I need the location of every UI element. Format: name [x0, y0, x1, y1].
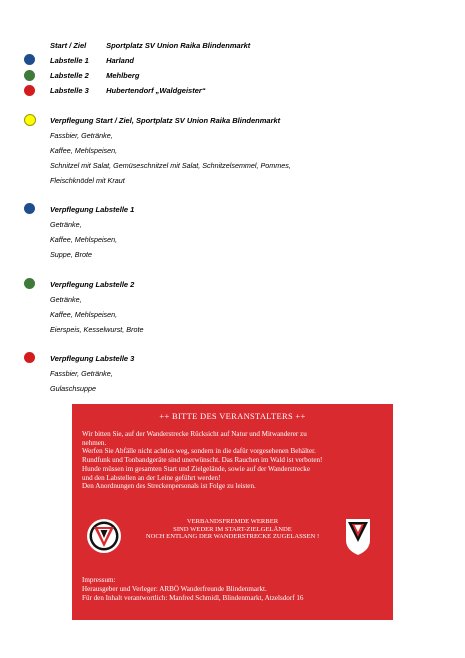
impressum-responsible: Für den Inhalt verantwortlich: Manfred Schmidl, Blindenmarkt, Atzelsdorf 16: [82, 594, 304, 603]
advertising-line: VERBANDSFREMDE WERBER: [186, 518, 279, 525]
advertising-line: NOCH ENTLANG DER WANDERSTRECKE ZUGELASSEN !: [145, 533, 320, 541]
blue-dot-icon: [24, 203, 35, 214]
red-dot-icon: [24, 85, 35, 96]
red-dot-icon: [24, 352, 35, 363]
yellow-dot-icon: [24, 114, 36, 126]
impressum-heading: Impressum:: [82, 576, 116, 584]
legend-label: Labstelle 3: [50, 86, 89, 95]
legend-place: Mehlberg: [106, 71, 140, 80]
section-line: Fassbier, Getränke,: [50, 369, 113, 378]
green-dot-icon: [24, 278, 35, 289]
notice-line: Rundfunk und Tonbandgeräte sind unerwünscht. Das Rauchen im Wald ist verboten!: [82, 456, 323, 465]
legend-place: Harland: [106, 56, 135, 65]
organizer-notice-box: [72, 404, 393, 620]
section-line: Getränke,: [50, 220, 82, 229]
legend-place: Sportplatz SV Union Raika Blindenmarkt: [106, 41, 251, 50]
notice-line: nehmen.: [82, 438, 107, 447]
legend-label: Start / Ziel: [50, 41, 87, 50]
legend-row-labstelle-3: [50, 86, 206, 95]
section-title: Verpflegung Start / Ziel, Sportplatz SV Union Raika Blindenmarkt: [50, 116, 281, 125]
legend-row-start: [50, 41, 250, 50]
notice-title: ++ BITTE DES VERANSTALTERS ++: [159, 411, 306, 421]
section-line: Getränke,: [50, 295, 82, 304]
legend-label: Labstelle 2: [50, 71, 89, 80]
legend-row-labstelle-1: [50, 56, 134, 65]
notice-line: Hunde müssen im gesamten Start und Zielgelände, sowie auf der Wanderstrecke: [82, 464, 311, 473]
notice-line: Werfen Sie Abfälle nicht achtlos weg, sondern in die dafür vorgesehenen Behälter.: [82, 447, 316, 456]
section-title: Verpflegung Labstelle 2: [50, 280, 135, 289]
blue-dot-icon: [24, 54, 35, 65]
legend-row-labstelle-2: [50, 71, 139, 80]
section-line: Kaffee, Mehlspeisen,: [50, 310, 118, 319]
ivv-shield-icon: [345, 518, 371, 556]
impressum: [82, 576, 303, 604]
notice-line: Wir bitten Sie, auf der Wanderstrecke Rücksicht auf Natur und Mitwanderer zu: [82, 430, 307, 438]
impressum-publisher: Herausgeber und Verleger: ARBÖ Wanderfreunde Blindenmarkt.: [82, 585, 267, 594]
advertising-line: SIND WEDER IM START-ZIELGELÄNDE: [173, 525, 292, 533]
notice-line: und den Labstellen an der Leine geführt werden!: [82, 473, 221, 482]
legend-place: Hubertendorf „Waldgeister“: [106, 86, 206, 95]
section-line: Fassbier, Getränke,: [50, 131, 113, 140]
legend-label: Labstelle 1: [50, 56, 89, 65]
notice-paragraph: [82, 430, 384, 491]
section-line: Schnitzel mit Salat, Gemüseschnitzel mit Salat, Schnitzelsemmel, Pommes,: [50, 161, 291, 170]
section-line: Gulaschsuppe: [50, 384, 96, 393]
section-title: Verpflegung Labstelle 1: [50, 205, 135, 214]
notice-line: Den Anordnungen des Streckenpersonals ist Folge zu leisten.: [82, 482, 256, 491]
section-line: Kaffee, Mehlspeisen,: [50, 146, 118, 155]
section-line: Fleischknödel mit Kraut: [50, 176, 125, 185]
section-title: Verpflegung Labstelle 3: [50, 354, 135, 363]
section-line: Kaffee, Mehlspeisen,: [50, 235, 118, 244]
section-line: Suppe, Brote: [50, 250, 92, 259]
green-dot-icon: [24, 70, 35, 81]
section-line: Eierspeis, Kesselwurst, Brote: [50, 325, 144, 334]
